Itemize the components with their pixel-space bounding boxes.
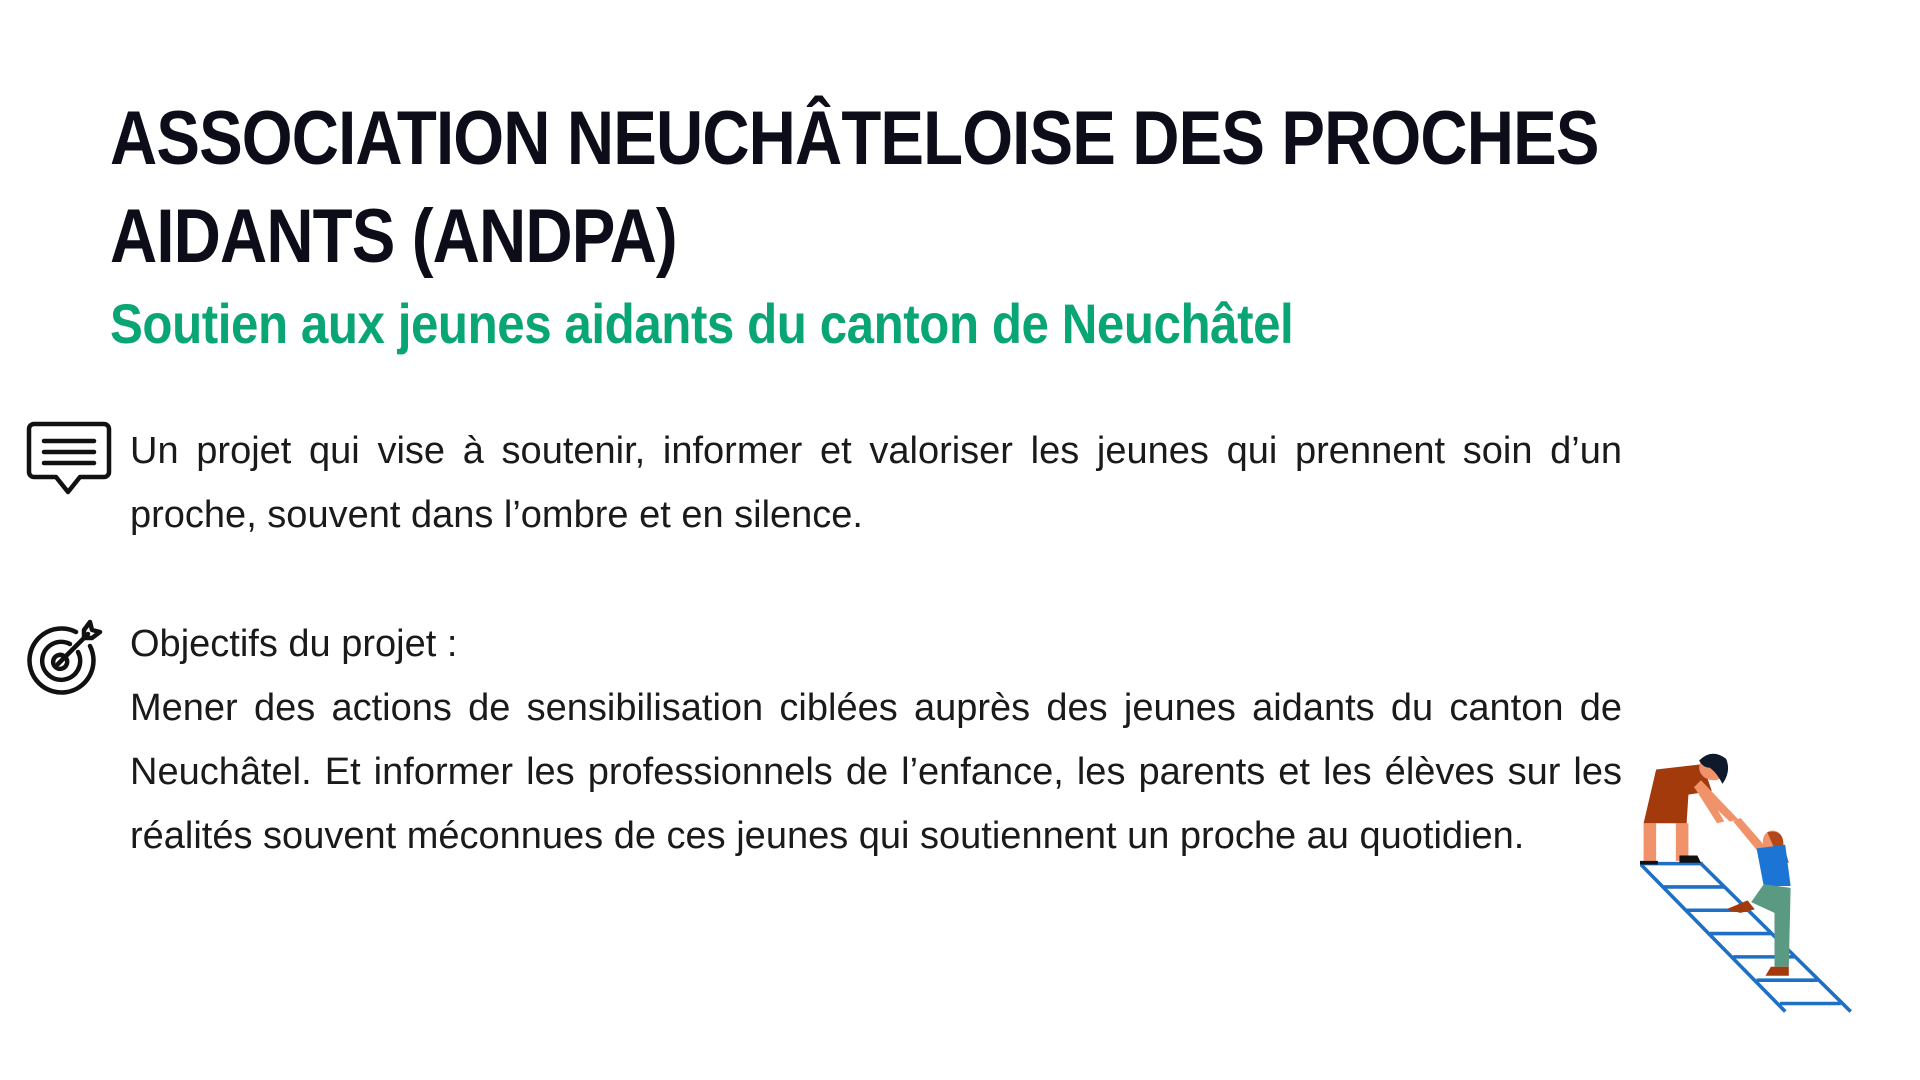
intro-paragraph: Un projet qui vise à soutenir, informer et valoriser les jeunes qui prennent soin d’un proche, souvent dans l’ombre et en silence. (130, 430, 1622, 536)
page-title (110, 90, 1670, 286)
chat-bubble-icon (26, 420, 112, 500)
title-line-2: AIDANTS (ANDPA) (110, 194, 677, 279)
helping-hand-ladder-illustration (1640, 745, 1900, 1045)
objectives-text: Mener des actions de sensibilisation ciblées auprès des jeunes aidants du canton de Neuchâtel. Et informer les professionnels de l’enfance, les parents et les élèves sur les réalités souvent méconnues de ces jeunes qui soutiennent un proche au quotidien. (130, 687, 1622, 857)
title-line-1: ASSOCIATION NEUCHÂTELOISE DES PROCHES (110, 96, 1599, 181)
objectives-section (130, 612, 1622, 868)
objectives-heading: Objectifs du projet : (130, 623, 458, 665)
subtitle: Soutien aux jeunes aidants du canton de Neuchâtel (110, 292, 1294, 355)
target-icon (26, 616, 106, 696)
